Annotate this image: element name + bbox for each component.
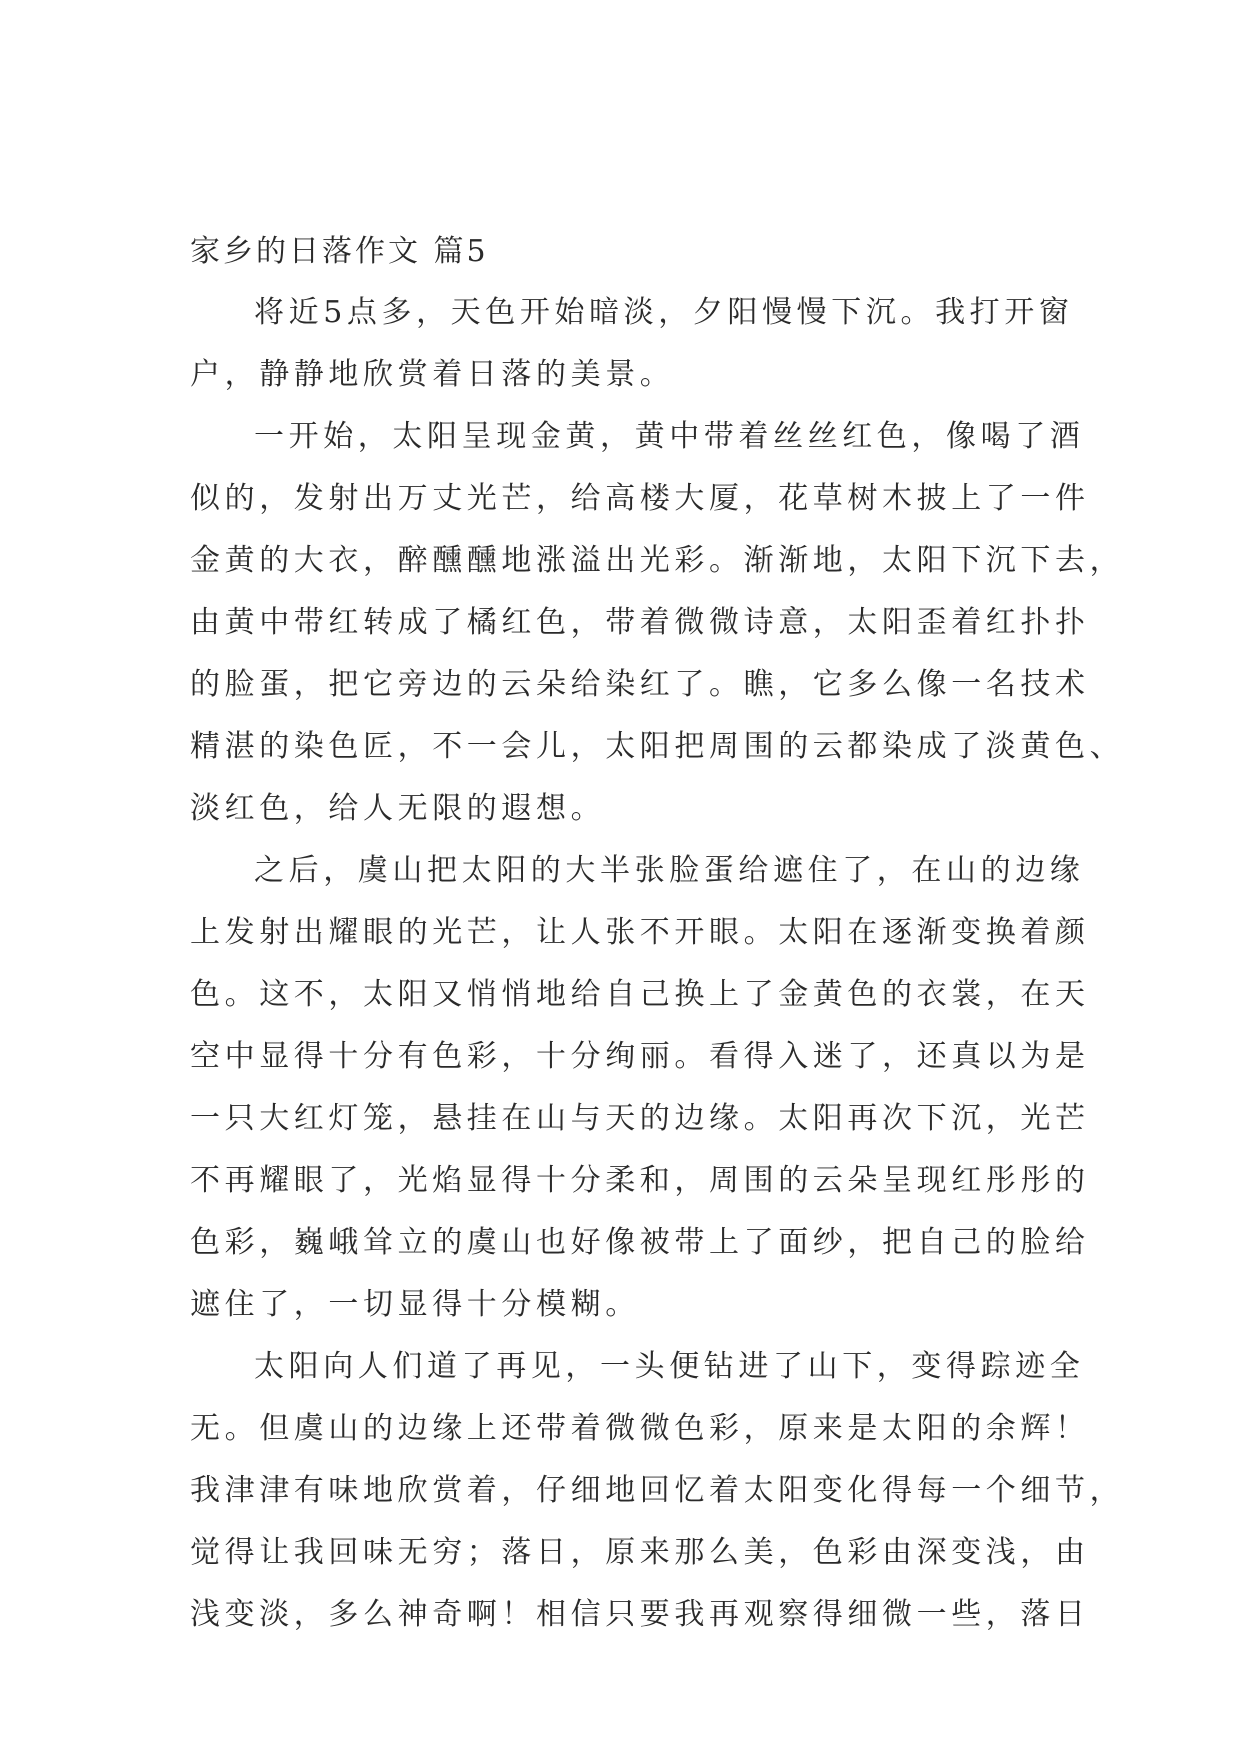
text-line: 由黄中带红转成了橘红色，带着微微诗意，太阳歪着红扑扑	[190, 605, 1090, 640]
text-line: 将近5点多，天色开始暗淡，夕阳慢慢下沉。我打开窗	[254, 295, 1074, 330]
text-line: 太阳向人们道了再见，一头便钻进了山下，变得踪迹全	[254, 1349, 1085, 1384]
text-line: 金黄的大衣，醉醺醺地涨溢出光彩。渐渐地，太阳下沉下去，	[190, 543, 1125, 578]
text-line: 精湛的染色匠，不一会儿，太阳把周围的云都染成了淡黄色、	[190, 729, 1125, 764]
text-line: 的脸蛋，把它旁边的云朵给染红了。瞧，它多么像一名技术	[190, 667, 1090, 702]
text-line: 不再耀眼了，光焰显得十分柔和，周围的云朵呈现红彤彤的	[190, 1163, 1090, 1198]
text-line: 一只大红灯笼，悬挂在山与天的边缘。太阳再次下沉，光芒	[190, 1101, 1090, 1136]
paragraph-1	[190, 282, 1074, 406]
text-line: 上发射出耀眼的光芒，让人张不开眼。太阳在逐渐变换着颜	[190, 915, 1090, 950]
paragraph-2	[190, 406, 1125, 840]
text-line: 觉得让我回味无穷；落日，原来那么美，色彩由深变浅，由	[190, 1535, 1090, 1570]
text-line: 户，静静地欣赏着日落的美景。	[190, 357, 675, 392]
paragraph-3	[190, 840, 1090, 1336]
document-body	[190, 222, 1125, 1646]
text-line: 浅变淡，多么神奇啊！相信只要我再观察得细微一些，落日	[190, 1597, 1090, 1632]
text-line: 之后，虞山把太阳的大半张脸蛋给遮住了，在山的边缘	[254, 853, 1085, 888]
document-title: 家乡的日落作文 篇5	[190, 234, 489, 269]
text-line: 一开始，太阳呈现金黄，黄中带着丝丝红色，像喝了酒	[254, 419, 1085, 454]
text-line: 淡红色，给人无限的遐想。	[190, 791, 606, 826]
text-line: 似的，发射出万丈光芒，给高楼大厦，花草树木披上了一件	[190, 481, 1090, 516]
text-line: 色彩，巍峨耸立的虞山也好像被带上了面纱，把自己的脸给	[190, 1225, 1090, 1260]
text-line: 我津津有味地欣赏着，仔细地回忆着太阳变化得每一个细节，	[190, 1473, 1125, 1508]
text-line: 色。这不，太阳又悄悄地给自己换上了金黄色的衣裳，在天	[190, 977, 1090, 1012]
text-line: 遮住了，一切显得十分模糊。	[190, 1287, 640, 1322]
text-line: 无。但虞山的边缘上还带着微微色彩，原来是太阳的余辉！	[190, 1411, 1090, 1446]
paragraph-4	[190, 1336, 1125, 1646]
text-line: 空中显得十分有色彩，十分绚丽。看得入迷了，还真以为是	[190, 1039, 1090, 1074]
